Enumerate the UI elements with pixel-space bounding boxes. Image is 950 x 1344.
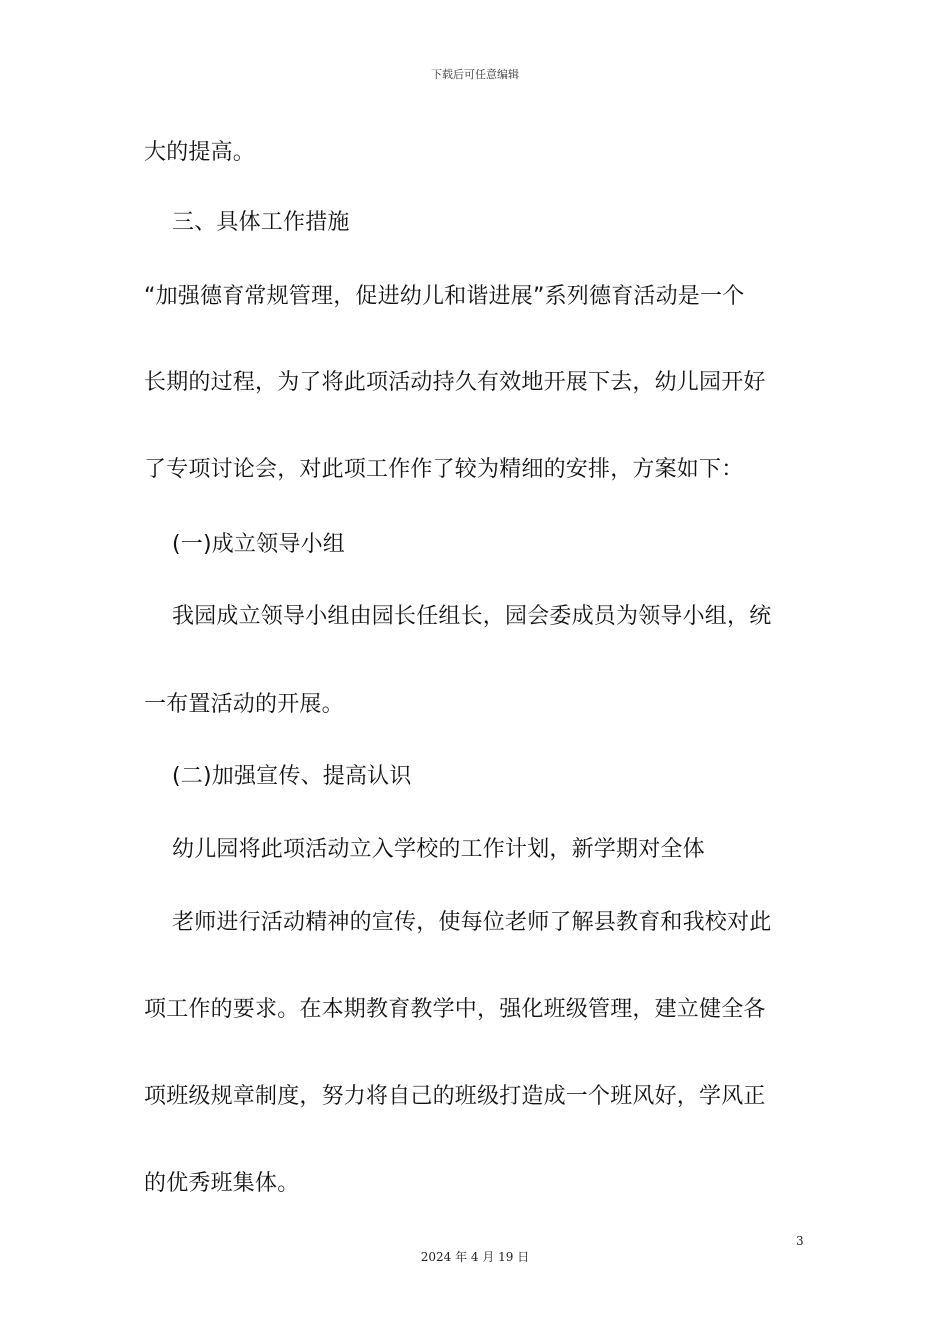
body-line-14: 的优秀班集体。 [144,1171,300,1196]
body-line-8: 一布置活动的开展。 [144,692,344,717]
page-header: 下载后可任意编辑 [431,68,519,81]
subsection-heading-1: (一)成立领导小组 [172,532,345,557]
page-number: 3 [796,1234,804,1248]
body-line-4: 长期的过程，为了将此项活动持久有效地开展下去，幼儿园开好 [144,370,766,395]
subsection-heading-2: (二)加强宣传、提高认识 [172,764,412,789]
body-line-13: 项班级规章制度，努力将自己的班级打造成一个班风好，学风正 [144,1084,766,1109]
section-heading: 三、具体工作措施 [172,210,350,235]
body-line-7: 我园成立领导小组由园长任组长，园会委成员为领导小组，统 [172,604,772,629]
body-line-3: “加强德育常规管理，促进幼儿和谐进展”系列德育活动是一个 [144,284,745,309]
body-line-10: 幼儿园将此项活动立入学校的工作计划，新学期对全体 [172,837,705,862]
body-line-1: 大的提高。 [144,140,256,165]
body-line-11: 老师进行活动精神的宣传，使每位老师了解县教育和我校对此 [172,910,772,935]
body-line-5: 了专项讨论会，对此项工作作了较为精细的安排，方案如下： [144,457,744,482]
footer-date: 2024 年 4 月 19 日 [420,1250,530,1264]
body-line-12: 项工作的要求。在本期教育教学中，强化班级管理，建立健全各 [144,997,766,1022]
